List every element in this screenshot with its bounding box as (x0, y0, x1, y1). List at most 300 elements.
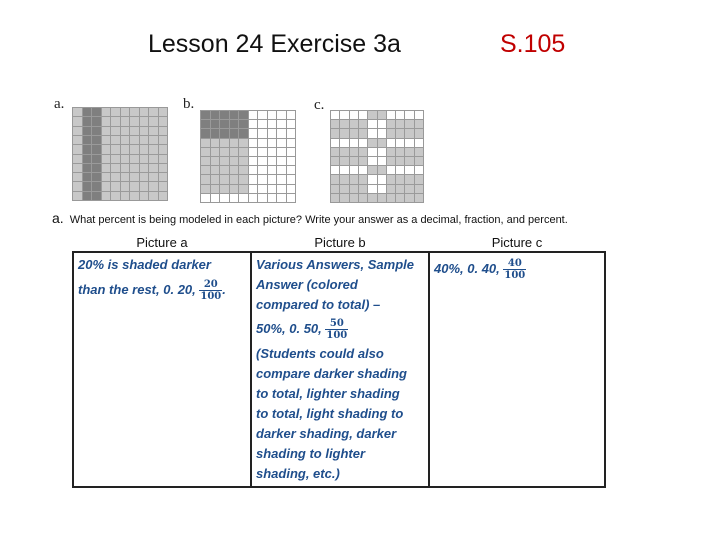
grid-cell (121, 145, 130, 153)
grid-cell (350, 111, 358, 119)
grid-cell (396, 129, 404, 137)
answer-a-math: than the rest, 0. 20, (78, 281, 200, 297)
grid-cell (268, 111, 277, 119)
grid-cell (239, 185, 248, 193)
grid-cell (331, 139, 339, 147)
grid-cell (201, 185, 210, 193)
grid-cell (201, 175, 210, 183)
grid-cell (378, 185, 386, 193)
grid-cell (340, 139, 348, 147)
grid-cell (287, 194, 296, 202)
grid-cell (102, 117, 111, 125)
figure-c-label: c. (314, 97, 325, 113)
grid-cell (258, 175, 267, 183)
grid-cell (83, 136, 92, 144)
grid-cell (331, 111, 339, 119)
grid-cell (396, 111, 404, 119)
grid-cell (258, 148, 267, 156)
grid-cell (111, 155, 120, 163)
grid-cell (331, 120, 339, 128)
grid-cell (121, 136, 130, 144)
grid-cell (249, 120, 258, 128)
grid-cell (350, 185, 358, 193)
lesson-title: Lesson 24 Exercise 3a (148, 30, 401, 58)
grid-cell (211, 120, 220, 128)
answer-b-line: darker shading, darker (256, 426, 397, 441)
grid-cell (359, 157, 367, 165)
grid-cell (287, 139, 296, 147)
grid-cell (415, 129, 423, 137)
grid-cell (359, 185, 367, 193)
grid-cell (249, 111, 258, 119)
grid-cell (73, 108, 82, 116)
answer-a-numerator: 20 (199, 279, 222, 291)
grid-cell (111, 108, 120, 116)
grid-cell (92, 117, 101, 125)
grid-cell (277, 175, 286, 183)
grid-cell (387, 185, 395, 193)
grid-cell (201, 129, 210, 137)
grid-cell (83, 127, 92, 135)
grid-cell (230, 185, 239, 193)
grid-cell (405, 175, 413, 183)
grid-cell (111, 182, 120, 190)
grid-cell (268, 194, 277, 202)
grid-cell (73, 117, 82, 125)
answer-c-fraction (503, 258, 526, 281)
grid-cell (230, 148, 239, 156)
grid-cell (220, 139, 229, 147)
grid-cell (340, 194, 348, 202)
grid-cell (368, 185, 376, 193)
grid-cell (149, 164, 158, 172)
grid-cell (201, 148, 210, 156)
grid-cell (287, 166, 296, 174)
grid-cell (249, 139, 258, 147)
grid-cell (277, 111, 286, 119)
answer-b-line: Answer (colored (256, 277, 358, 292)
grid-cell (396, 157, 404, 165)
grid-cell (211, 175, 220, 183)
grid-cell (287, 157, 296, 165)
grid-cell (331, 194, 339, 202)
grid-cell (387, 175, 395, 183)
grid-cell (258, 129, 267, 137)
grid-cell (405, 194, 413, 202)
grid-cell (92, 173, 101, 181)
grid-cell (149, 117, 158, 125)
grid-cell (258, 185, 267, 193)
grid-cell (350, 139, 358, 147)
grid-cell (387, 129, 395, 137)
grid-cell (159, 164, 168, 172)
grid-cell (111, 136, 120, 144)
grid-cell (140, 182, 149, 190)
grid-cell (140, 108, 149, 116)
grid-cell (350, 175, 358, 183)
grid-cell (230, 194, 239, 202)
grid-cell (378, 120, 386, 128)
grid-cell (211, 148, 220, 156)
grid-cell (73, 155, 82, 163)
grid-cell (149, 108, 158, 116)
grid-cell (201, 139, 210, 147)
answer-c-math: 40%, 0. 40, (434, 260, 504, 276)
figure-c-grid (330, 110, 424, 203)
grid-cell (368, 120, 376, 128)
grid-cell (331, 175, 339, 183)
grid-cell (149, 136, 158, 144)
grid-cell (396, 194, 404, 202)
grid-cell (159, 127, 168, 135)
grid-cell (111, 173, 120, 181)
grid-cell (405, 139, 413, 147)
grid-cell (387, 111, 395, 119)
grid-cell (277, 129, 286, 137)
figure-a-grid (72, 107, 168, 201)
grid-cell (359, 129, 367, 137)
grid-cell (159, 145, 168, 153)
grid-cell (159, 182, 168, 190)
grid-cell (111, 127, 120, 135)
grid-cell (92, 192, 101, 200)
grid-cell (211, 194, 220, 202)
grid-cell (258, 111, 267, 119)
grid-cell (239, 139, 248, 147)
grid-cell (130, 127, 139, 135)
grid-cell (92, 145, 101, 153)
grid-cell (405, 185, 413, 193)
grid-cell (331, 185, 339, 193)
grid-cell (201, 111, 210, 119)
grid-cell (415, 175, 423, 183)
grid-cell (287, 148, 296, 156)
grid-cell (387, 157, 395, 165)
grid-cell (277, 185, 286, 193)
grid-cell (140, 173, 149, 181)
grid-cell (130, 164, 139, 172)
grid-cell (340, 111, 348, 119)
grid-cell (130, 145, 139, 153)
grid-cell (230, 120, 239, 128)
grid-cell (140, 164, 149, 172)
grid-cell (378, 175, 386, 183)
grid-cell (239, 175, 248, 183)
answer-cell-c (429, 252, 605, 487)
grid-cell (121, 192, 130, 200)
grid-cell (102, 108, 111, 116)
grid-cell (220, 166, 229, 174)
grid-cell (130, 192, 139, 200)
grid-cell (387, 148, 395, 156)
grid-cell (396, 139, 404, 147)
grid-cell (258, 139, 267, 147)
grid-cell (102, 136, 111, 144)
grid-cell (378, 139, 386, 147)
grid-cell (258, 120, 267, 128)
grid-cell (211, 129, 220, 137)
grid-cell (239, 194, 248, 202)
grid-cell (121, 173, 130, 181)
grid-cell (405, 120, 413, 128)
grid-cell (111, 192, 120, 200)
grid-cell (415, 166, 423, 174)
grid-cell (368, 129, 376, 137)
grid-cell (268, 175, 277, 183)
grid-cell (359, 194, 367, 202)
grid-cell (249, 129, 258, 137)
grid-cell (287, 185, 296, 193)
grid-cell (368, 148, 376, 156)
grid-cell (405, 157, 413, 165)
answer-b-math: 50%, 0. 50, (256, 320, 326, 336)
grid-cell (83, 164, 92, 172)
answer-a-denominator: 100 (200, 291, 222, 302)
grid-cell (140, 127, 149, 135)
grid-cell (340, 175, 348, 183)
grid-cell (130, 182, 139, 190)
grid-cell (83, 155, 92, 163)
answer-cell-b (251, 252, 429, 487)
grid-cell (359, 139, 367, 147)
grid-cell (73, 127, 82, 135)
grid-cell (140, 136, 149, 144)
grid-cell (159, 155, 168, 163)
grid-cell (239, 157, 248, 165)
grid-cell (102, 173, 111, 181)
grid-cell (387, 166, 395, 174)
grid-cell (149, 127, 158, 135)
answer-b-denominator: 100 (326, 330, 348, 341)
grid-cell (83, 108, 92, 116)
grid-cell (230, 111, 239, 119)
grid-cell (111, 117, 120, 125)
answer-b-fraction (325, 318, 348, 341)
figure-b-label: b. (183, 96, 195, 112)
grid-cell (220, 157, 229, 165)
grid-cell (359, 111, 367, 119)
grid-cell (211, 157, 220, 165)
grid-cell (277, 166, 286, 174)
grid-cell (159, 173, 168, 181)
grid-cell (83, 192, 92, 200)
grid-cell (111, 145, 120, 153)
grid-cell (396, 175, 404, 183)
grid-cell (396, 148, 404, 156)
grid-cell (249, 185, 258, 193)
grid-cell (340, 120, 348, 128)
grid-cell (239, 166, 248, 174)
grid-cell (350, 194, 358, 202)
grid-cell (130, 108, 139, 116)
grid-cell (415, 139, 423, 147)
answer-a-fraction (199, 279, 222, 302)
grid-cell (92, 164, 101, 172)
grid-cell (121, 108, 130, 116)
grid-cell (396, 185, 404, 193)
grid-cell (350, 157, 358, 165)
grid-cell (249, 175, 258, 183)
grid-cell (83, 182, 92, 190)
grid-cell (149, 192, 158, 200)
grid-cell (340, 166, 348, 174)
grid-cell (149, 145, 158, 153)
grid-cell (368, 194, 376, 202)
grid-cell (350, 129, 358, 137)
grid-cell (287, 111, 296, 119)
grid-cell (83, 145, 92, 153)
grid-cell (230, 129, 239, 137)
grid-cell (149, 182, 158, 190)
grid-cell (111, 164, 120, 172)
grid-cell (73, 173, 82, 181)
grid-cell (121, 155, 130, 163)
grid-cell (415, 157, 423, 165)
answer-a-period: . (222, 281, 226, 297)
grid-cell (102, 145, 111, 153)
grid-cell (350, 148, 358, 156)
header-picture-a: Picture a (73, 233, 251, 252)
grid-cell (121, 164, 130, 172)
grid-cell (201, 194, 210, 202)
grid-cell (405, 129, 413, 137)
grid-cell (159, 192, 168, 200)
question-text: What percent is being modeled in each picture? Write your answer as a decimal, fraction, and percent. (69, 214, 568, 226)
grid-cell (220, 194, 229, 202)
grid-cell (130, 155, 139, 163)
grid-cell (378, 111, 386, 119)
page-reference: S.105 (500, 30, 566, 58)
grid-cell (268, 120, 277, 128)
grid-cell (368, 111, 376, 119)
grid-cell (378, 194, 386, 202)
grid-cell (350, 166, 358, 174)
grid-cell (405, 166, 413, 174)
grid-cell (405, 111, 413, 119)
grid-cell (220, 148, 229, 156)
grid-cell (368, 157, 376, 165)
grid-cell (140, 192, 149, 200)
grid-cell (415, 111, 423, 119)
grid-cell (258, 166, 267, 174)
grid-cell (359, 175, 367, 183)
grid-cell (387, 194, 395, 202)
grid-cell (249, 166, 258, 174)
grid-cell (249, 157, 258, 165)
answer-b-math-line (256, 318, 424, 341)
grid-cell (220, 175, 229, 183)
grid-cell (220, 185, 229, 193)
grid-cell (102, 164, 111, 172)
answer-cell-a (73, 252, 251, 487)
grid-cell (201, 157, 210, 165)
grid-cell (378, 148, 386, 156)
grid-cell (378, 166, 386, 174)
grid-cell (378, 157, 386, 165)
grid-cell (149, 173, 158, 181)
grid-cell (220, 111, 229, 119)
answer-b-line: shading, etc.) (256, 466, 340, 481)
grid-cell (121, 117, 130, 125)
grid-cell (230, 175, 239, 183)
grid-cell (159, 136, 168, 144)
grid-cell (130, 117, 139, 125)
grid-cell (230, 166, 239, 174)
grid-cell (268, 166, 277, 174)
header-picture-c: Picture c (429, 233, 605, 252)
grid-cell (268, 185, 277, 193)
grid-cell (405, 148, 413, 156)
grid-cell (277, 139, 286, 147)
grid-cell (220, 120, 229, 128)
answer-b-line: shading to lighter (256, 446, 366, 461)
grid-cell (368, 139, 376, 147)
grid-cell (415, 120, 423, 128)
grid-cell (140, 145, 149, 153)
grid-cell (230, 139, 239, 147)
grid-cell (396, 120, 404, 128)
grid-cell (340, 148, 348, 156)
grid-cell (239, 120, 248, 128)
grid-cell (102, 155, 111, 163)
grid-cell (268, 157, 277, 165)
question-letter: a. (52, 210, 64, 226)
header-picture-b: Picture b (251, 233, 429, 252)
answer-b-line: Various Answers, Sample (256, 257, 414, 272)
grid-cell (340, 185, 348, 193)
grid-cell (340, 157, 348, 165)
grid-cell (368, 166, 376, 174)
grid-cell (415, 194, 423, 202)
grid-cell (92, 136, 101, 144)
grid-cell (268, 148, 277, 156)
answer-c-numerator: 40 (503, 258, 526, 270)
grid-cell (387, 120, 395, 128)
grid-cell (73, 136, 82, 144)
grid-cell (277, 148, 286, 156)
grid-cell (368, 175, 376, 183)
grid-cell (201, 120, 210, 128)
grid-cell (396, 166, 404, 174)
grid-cell (102, 127, 111, 135)
grid-cell (359, 148, 367, 156)
grid-cell (340, 129, 348, 137)
grid-cell (130, 173, 139, 181)
grid-cell (211, 185, 220, 193)
grid-cell (92, 182, 101, 190)
grid-cell (239, 129, 248, 137)
grid-cell (92, 127, 101, 135)
grid-cell (149, 155, 158, 163)
grid-cell (378, 129, 386, 137)
grid-cell (220, 129, 229, 137)
answer-b-line: compare darker shading (256, 366, 407, 381)
grid-cell (102, 182, 111, 190)
grid-cell (359, 120, 367, 128)
grid-cell (211, 111, 220, 119)
grid-cell (387, 139, 395, 147)
grid-cell (73, 182, 82, 190)
grid-cell (230, 157, 239, 165)
grid-cell (239, 148, 248, 156)
grid-cell (159, 108, 168, 116)
grid-cell (415, 148, 423, 156)
grid-cell (140, 155, 149, 163)
grid-cell (92, 155, 101, 163)
grid-cell (331, 129, 339, 137)
answer-c-denominator: 100 (504, 270, 526, 281)
grid-cell (102, 192, 111, 200)
